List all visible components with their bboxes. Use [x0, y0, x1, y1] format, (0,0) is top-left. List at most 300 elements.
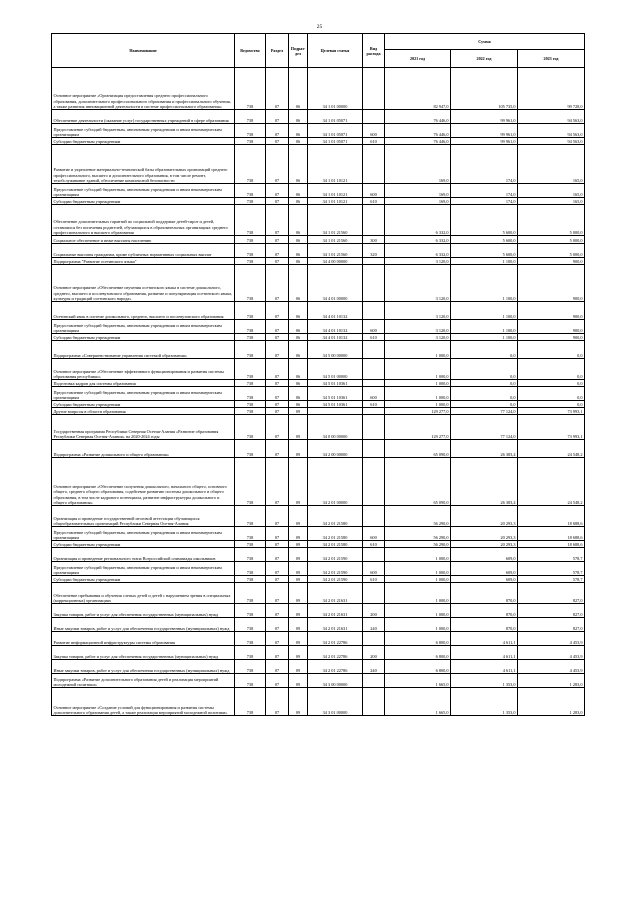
row-name-cell: Осетинский язык в системе дошкольного, среднего, высшего и послевузовского образования — [52, 302, 235, 320]
row-ministry-cell: 738 — [235, 387, 266, 401]
row-amount-2023-cell: 18 688,6 — [518, 527, 585, 541]
row-amount-2023-cell: 827,0 — [518, 604, 585, 618]
row-expense-type-cell: 610 — [363, 138, 385, 145]
row-amount-2023-cell: 165,0 — [518, 184, 585, 198]
row-ministry-cell: 738 — [235, 244, 266, 258]
row-amount-2023-cell: 18 688,6 — [518, 541, 585, 548]
row-subsection-cell: 06 — [289, 341, 308, 359]
row-amount-2022-cell: 1 353,0 — [451, 688, 518, 716]
row-amount-2023-cell: 18 688,6 — [518, 506, 585, 527]
row-name-cell: Субсидии бюджетным учреждениям — [52, 334, 235, 341]
table-row — [52, 145, 585, 184]
table-row — [52, 401, 585, 408]
row-name-cell: Обеспечение пребывания и обучения слепых детей и детей с нарушением зрения в специальных (коррекционных) организациях — [52, 583, 235, 604]
table-row — [52, 341, 585, 359]
row-target-article-cell: 34 2 01 22786 — [308, 646, 363, 660]
row-subsection-cell: 06 — [289, 184, 308, 198]
row-amount-2021-cell: 1 000,0 — [385, 576, 451, 583]
row-expense-type-cell: 240 — [363, 618, 385, 632]
row-ministry-cell: 738 — [235, 583, 266, 604]
row-section-cell: 07 — [266, 145, 289, 184]
row-amount-2022-cell: 870,0 — [451, 604, 518, 618]
row-amount-2021-cell: 169,0 — [385, 184, 451, 198]
row-section-cell: 07 — [266, 408, 289, 415]
row-target-article-cell: 34 1 01 00000 — [308, 68, 363, 110]
table-row — [52, 646, 585, 660]
row-name-cell: Организация и проведение регионального этапа Всероссийской олимпиады школьников — [52, 548, 235, 562]
table-row — [52, 660, 585, 674]
row-amount-2021-cell: 3 120,0 — [385, 334, 451, 341]
row-amount-2022-cell: 77 124,0 — [451, 408, 518, 415]
table-row — [52, 440, 585, 458]
row-amount-2023-cell: 0,0 — [518, 359, 585, 380]
row-amount-2021-cell: 65 090,0 — [385, 440, 451, 458]
row-ministry-cell: 738 — [235, 124, 266, 138]
row-ministry-cell: 738 — [235, 341, 266, 359]
budget-table — [51, 33, 585, 716]
row-amount-2021-cell: 1 000,0 — [385, 359, 451, 380]
row-name-cell: Подпрограмма «Развитие дополнительного образования детей и реализация мероприятий молодежной политики» — [52, 674, 235, 688]
row-amount-2021-cell: 3 120,0 — [385, 320, 451, 334]
row-amount-2023-cell: 165,0 — [518, 198, 585, 205]
table-row — [52, 334, 585, 341]
row-name-cell: Предоставление субсидий бюджетным, автономным учреждениям и иным некоммерческим организациям — [52, 184, 235, 198]
row-target-article-cell: 34 1 01 21560 — [308, 244, 363, 258]
table-row — [52, 408, 585, 415]
row-subsection-cell: 09 — [289, 408, 308, 415]
row-amount-2022-cell: 26 383,4 — [451, 458, 518, 506]
row-amount-2021-cell: 1 000,0 — [385, 548, 451, 562]
row-amount-2022-cell: 5 600,0 — [451, 236, 518, 244]
row-subsection-cell: 09 — [289, 458, 308, 506]
row-expense-type-cell: 610 — [363, 541, 385, 548]
row-target-article-cell: 34 5 01 00000 — [308, 359, 363, 380]
row-subsection-cell: 09 — [289, 688, 308, 716]
row-amount-2023-cell: 5 000,0 — [518, 244, 585, 258]
row-subsection-cell: 06 — [289, 380, 308, 387]
row-amount-2021-cell: 6 332,0 — [385, 244, 451, 258]
row-subsection-cell: 09 — [289, 618, 308, 632]
row-ministry-cell: 738 — [235, 334, 266, 341]
row-amount-2023-cell: 827,0 — [518, 618, 585, 632]
row-name-cell: Развитие и укрепление материально-технической базы образовательных организаций среднего профессионального, высшего и дополнительного образования, в том числе ремонт, техобслуживание зданий, обеспечение комплексной безопасности — [52, 145, 235, 184]
row-target-article-cell: 34 2 01 21631 — [308, 618, 363, 632]
table-row — [52, 541, 585, 548]
row-target-article-cell: 34 1 01 21560 — [308, 236, 363, 244]
row-subsection-cell: 06 — [289, 320, 308, 334]
row-amount-2022-cell: 174,0 — [451, 184, 518, 198]
row-subsection-cell: 09 — [289, 415, 308, 440]
row-section-cell: 07 — [266, 604, 289, 618]
row-ministry-cell: 738 — [235, 541, 266, 548]
row-section-cell: 07 — [266, 674, 289, 688]
header-section: Раздел — [266, 34, 289, 68]
row-amount-2021-cell: 76 446,0 — [385, 110, 451, 124]
row-ministry-cell: 738 — [235, 660, 266, 674]
table-row — [52, 124, 585, 138]
row-target-article-cell: 34 3 01 00000 — [308, 688, 363, 716]
row-amount-2021-cell: 6 332,0 — [385, 205, 451, 236]
row-amount-2021-cell: 76 446,0 — [385, 138, 451, 145]
row-amount-2023-cell: 900,0 — [518, 265, 585, 302]
row-ministry-cell: 738 — [235, 359, 266, 380]
row-ministry-cell: 738 — [235, 548, 266, 562]
row-ministry-cell: 738 — [235, 506, 266, 527]
row-section-cell: 07 — [266, 359, 289, 380]
row-amount-2022-cell: 99 961,0 — [451, 124, 518, 138]
row-expense-type-cell — [363, 341, 385, 359]
row-section-cell: 07 — [266, 688, 289, 716]
row-section-cell: 07 — [266, 302, 289, 320]
row-ministry-cell: 738 — [235, 576, 266, 583]
row-section-cell: 07 — [266, 632, 289, 646]
row-amount-2022-cell: 1 100,0 — [451, 320, 518, 334]
row-amount-2022-cell: 26 383,4 — [451, 440, 518, 458]
table-row — [52, 527, 585, 541]
row-ministry-cell: 738 — [235, 265, 266, 302]
row-amount-2022-cell: 1 100,0 — [451, 302, 518, 320]
row-section-cell: 07 — [266, 548, 289, 562]
table-row — [52, 618, 585, 632]
row-amount-2023-cell: 5 000,0 — [518, 236, 585, 244]
row-amount-2023-cell: 0,0 — [518, 401, 585, 408]
row-expense-type-cell — [363, 674, 385, 688]
row-amount-2022-cell: 4 611,1 — [451, 646, 518, 660]
row-subsection-cell: 09 — [289, 632, 308, 646]
row-amount-2022-cell: 0,0 — [451, 380, 518, 387]
table-row — [52, 458, 585, 506]
row-subsection-cell: 06 — [289, 359, 308, 380]
table-row — [52, 604, 585, 618]
row-section-cell: 07 — [266, 583, 289, 604]
row-amount-2021-cell: 1 000,0 — [385, 562, 451, 576]
row-amount-2023-cell: 4 453,9 — [518, 660, 585, 674]
row-expense-type-cell: 600 — [363, 184, 385, 198]
row-name-cell: Иные закупки товаров, работ и услуг для обеспечения государственных (муниципальных) нужд — [52, 660, 235, 674]
row-target-article-cell: 34 2 01 21590 — [308, 562, 363, 576]
row-ministry-cell: 738 — [235, 198, 266, 205]
row-name-cell: Подпрограмма «Совершенствование управления системой образования» — [52, 341, 235, 359]
header-subsection: Подраз-дел — [289, 34, 308, 68]
table-row — [52, 506, 585, 527]
header-name: Наименование — [52, 34, 235, 68]
row-subsection-cell: 09 — [289, 506, 308, 527]
row-subsection-cell: 09 — [289, 646, 308, 660]
table-row — [52, 138, 585, 145]
row-amount-2022-cell: 20 293,3 — [451, 541, 518, 548]
row-amount-2022-cell: 0,0 — [451, 401, 518, 408]
row-target-article-cell: 34 4 01 00000 — [308, 265, 363, 302]
table-row — [52, 583, 585, 604]
row-expense-type-cell — [363, 506, 385, 527]
row-target-article-cell: 34 3 00 00000 — [308, 674, 363, 688]
row-amount-2021-cell: 65 090,0 — [385, 458, 451, 506]
row-ministry-cell: 738 — [235, 138, 266, 145]
row-name-cell: Закупка товаров, работ и услуг для обеспечения государственных (муниципальных) нужд — [52, 604, 235, 618]
row-name-cell: Социальное обеспечение и иные выплаты населению — [52, 236, 235, 244]
row-expense-type-cell: 600 — [363, 562, 385, 576]
row-amount-2023-cell: 578,7 — [518, 576, 585, 583]
row-name-cell: Государственная программа Республики Северная Осетия-Алания «Развитие образования Республики Северная Осетия-Алания» на 2020-2024 годы — [52, 415, 235, 440]
row-subsection-cell: 06 — [289, 258, 308, 265]
row-subsection-cell: 09 — [289, 548, 308, 562]
row-amount-2023-cell: 73 993,1 — [518, 408, 585, 415]
row-name-cell: Иные закупки товаров, работ и услуг для обеспечения государственных (муниципальных) нужд — [52, 618, 235, 632]
row-amount-2021-cell: 82 947,0 — [385, 68, 451, 110]
row-expense-type-cell — [363, 265, 385, 302]
table-row — [52, 632, 585, 646]
row-expense-type-cell: 600 — [363, 124, 385, 138]
row-subsection-cell: 09 — [289, 527, 308, 541]
row-name-cell: Предоставление субсидий бюджетным, автономным учреждениям и иным некоммерческим организациям — [52, 527, 235, 541]
row-ministry-cell: 738 — [235, 527, 266, 541]
row-section-cell: 07 — [266, 68, 289, 110]
row-name-cell: Субсидии бюджетным учреждениям — [52, 138, 235, 145]
row-expense-type-cell — [363, 110, 385, 124]
row-name-cell: Другие вопросы в области образования — [52, 408, 235, 415]
row-section-cell: 07 — [266, 110, 289, 124]
row-target-article-cell: 34 4 00 00000 — [308, 258, 363, 265]
row-amount-2021-cell: 1 665,0 — [385, 674, 451, 688]
row-target-article-cell: 34 5 01 10361 — [308, 401, 363, 408]
row-expense-type-cell: 300 — [363, 236, 385, 244]
row-name-cell: Основное мероприятие «Организация предоставления среднего профессионального образования, дополнительного профессионального образования и профессионального обучения, а также развития инновационной деятельности в системе профессионального образования» — [52, 68, 235, 110]
table-row — [52, 674, 585, 688]
row-subsection-cell: 09 — [289, 674, 308, 688]
row-amount-2023-cell: 5 000,0 — [518, 205, 585, 236]
row-subsection-cell: 09 — [289, 576, 308, 583]
row-target-article-cell: 34 2 01 21590 — [308, 576, 363, 583]
row-target-article-cell: 34 2 01 21590 — [308, 548, 363, 562]
row-ministry-cell: 738 — [235, 110, 266, 124]
row-target-article-cell: 34 1 01 10121 — [308, 145, 363, 184]
row-amount-2021-cell: 1 665,0 — [385, 688, 451, 716]
row-amount-2022-cell: 609,0 — [451, 562, 518, 576]
row-ministry-cell: 738 — [235, 458, 266, 506]
row-section-cell: 07 — [266, 184, 289, 198]
row-amount-2021-cell: 1 000,0 — [385, 618, 451, 632]
row-amount-2022-cell: 99 961,0 — [451, 138, 518, 145]
row-subsection-cell: 09 — [289, 604, 308, 618]
table-row — [52, 258, 585, 265]
row-expense-type-cell — [363, 380, 385, 387]
row-amount-2022-cell: 4 611,1 — [451, 632, 518, 646]
row-ministry-cell: 738 — [235, 184, 266, 198]
row-amount-2023-cell: 4 453,9 — [518, 632, 585, 646]
row-expense-type-cell: 610 — [363, 334, 385, 341]
header-year-2021: 2021 год — [385, 50, 451, 68]
row-ministry-cell: 738 — [235, 562, 266, 576]
row-expense-type-cell — [363, 359, 385, 380]
row-amount-2022-cell: 1 100,0 — [451, 334, 518, 341]
header-expense-type: Вид расхода — [363, 34, 385, 68]
table-row — [52, 68, 585, 110]
row-amount-2022-cell: 5 600,0 — [451, 244, 518, 258]
row-name-cell: Основное мероприятие «Обеспечение изучения осетинского языка в системе дошкольного, среднего, высшего и послевузовского образования, развитие и популяризация осетинского языка, культуры и традиций осетинского народа» — [52, 265, 235, 302]
row-ministry-cell: 738 — [235, 258, 266, 265]
row-ministry-cell: 738 — [235, 68, 266, 110]
row-section-cell: 07 — [266, 265, 289, 302]
row-amount-2022-cell: 1 100,0 — [451, 265, 518, 302]
row-section-cell: 07 — [266, 138, 289, 145]
row-amount-2023-cell: 578,7 — [518, 562, 585, 576]
row-section-cell: 07 — [266, 334, 289, 341]
row-amount-2023-cell: 578,7 — [518, 548, 585, 562]
row-section-cell: 07 — [266, 618, 289, 632]
row-ministry-cell: 738 — [235, 674, 266, 688]
row-expense-type-cell: 600 — [363, 387, 385, 401]
row-expense-type-cell: 200 — [363, 646, 385, 660]
row-target-article-cell: 34 1 01 10121 — [308, 198, 363, 205]
row-amount-2021-cell: 6 332,0 — [385, 236, 451, 244]
row-name-cell: Обеспечение дополнительных гарантий по социальной поддержке детей-сирот и детей, оставшихся без попечения родителей, обучающихся в образовательных организациях среднего профессионального и высшего образования — [52, 205, 235, 236]
row-expense-type-cell: 610 — [363, 576, 385, 583]
row-amount-2023-cell: 165,0 — [518, 145, 585, 184]
row-target-article-cell: 34 5 01 10361 — [308, 387, 363, 401]
row-name-cell: Подготовка кадров для системы образования — [52, 380, 235, 387]
row-ministry-cell: 738 — [235, 320, 266, 334]
row-target-article-cell: 34 1 01 21560 — [308, 205, 363, 236]
row-target-article-cell: 34 4 01 10132 — [308, 334, 363, 341]
row-section-cell: 07 — [266, 506, 289, 527]
row-amount-2021-cell: 1 000,0 — [385, 341, 451, 359]
page-number: 25 — [316, 24, 323, 30]
row-subsection-cell: 06 — [289, 110, 308, 124]
row-amount-2023-cell: 900,0 — [518, 258, 585, 265]
row-subsection-cell: 06 — [289, 68, 308, 110]
row-amount-2023-cell: 900,0 — [518, 320, 585, 334]
table-row — [52, 302, 585, 320]
row-amount-2021-cell: 129 277,0 — [385, 408, 451, 415]
row-target-article-cell: 34 5 01 10361 — [308, 380, 363, 387]
row-amount-2022-cell: 20 293,3 — [451, 527, 518, 541]
row-amount-2021-cell: 1 000,0 — [385, 387, 451, 401]
table-row — [52, 244, 585, 258]
row-expense-type-cell — [363, 548, 385, 562]
row-amount-2022-cell: 1 100,0 — [451, 258, 518, 265]
row-amount-2023-cell: 94 563,0 — [518, 110, 585, 124]
row-section-cell: 07 — [266, 205, 289, 236]
row-name-cell: Предоставление субсидий бюджетным, автономным учреждениям и иным некоммерческим организациям — [52, 124, 235, 138]
row-target-article-cell: 34 2 01 21631 — [308, 604, 363, 618]
row-expense-type-cell — [363, 688, 385, 716]
row-subsection-cell: 09 — [289, 660, 308, 674]
row-section-cell: 07 — [266, 541, 289, 548]
row-amount-2021-cell: 56 290,0 — [385, 506, 451, 527]
row-target-article-cell — [308, 408, 363, 415]
table-row — [52, 548, 585, 562]
row-expense-type-cell: 610 — [363, 198, 385, 205]
row-target-article-cell: 34 4 01 10132 — [308, 302, 363, 320]
row-target-article-cell: 34 1 01 10121 — [308, 184, 363, 198]
row-amount-2021-cell: 1 000,0 — [385, 604, 451, 618]
row-target-article-cell: 34 0 00 00000 — [308, 415, 363, 440]
row-ministry-cell: 738 — [235, 401, 266, 408]
row-expense-type-cell: 200 — [363, 604, 385, 618]
row-target-article-cell: 34 2 01 22786 — [308, 632, 363, 646]
row-expense-type-cell — [363, 440, 385, 458]
row-section-cell: 07 — [266, 124, 289, 138]
row-expense-type-cell — [363, 258, 385, 265]
row-expense-type-cell — [363, 302, 385, 320]
row-subsection-cell: 06 — [289, 124, 308, 138]
row-target-article-cell: 34 1 01 05071 — [308, 124, 363, 138]
row-expense-type-cell — [363, 583, 385, 604]
row-amount-2023-cell: 1 283,0 — [518, 688, 585, 716]
row-section-cell: 07 — [266, 660, 289, 674]
row-ministry-cell: 738 — [235, 380, 266, 387]
table-header — [52, 34, 585, 68]
row-subsection-cell: 06 — [289, 205, 308, 236]
row-amount-2023-cell: 0,0 — [518, 387, 585, 401]
row-subsection-cell: 06 — [289, 198, 308, 205]
row-ministry-cell: 738 — [235, 236, 266, 244]
header-year-2023: 2023 год — [518, 50, 585, 68]
table-row — [52, 110, 585, 124]
row-amount-2022-cell: 0,0 — [451, 359, 518, 380]
row-amount-2022-cell: 0,0 — [451, 341, 518, 359]
row-ministry-cell: 738 — [235, 408, 266, 415]
table-row — [52, 562, 585, 576]
header-sum: Сумма — [385, 34, 585, 50]
row-amount-2022-cell: 174,0 — [451, 198, 518, 205]
row-amount-2023-cell: 827,0 — [518, 583, 585, 604]
row-amount-2023-cell: 94 563,0 — [518, 124, 585, 138]
row-name-cell: Субсидии бюджетным учреждениям — [52, 401, 235, 408]
row-ministry-cell: 738 — [235, 205, 266, 236]
row-expense-type-cell — [363, 458, 385, 506]
row-name-cell: Организация и проведение государственной итоговой аттестации обучающихся общеобразовательных организаций Республики Северная Осетия-Алания — [52, 506, 235, 527]
table-row — [52, 380, 585, 387]
row-amount-2021-cell: 56 290,0 — [385, 527, 451, 541]
row-section-cell: 07 — [266, 236, 289, 244]
table-row — [52, 205, 585, 236]
row-amount-2021-cell: 169,0 — [385, 145, 451, 184]
row-expense-type-cell: 600 — [363, 320, 385, 334]
table-row — [52, 359, 585, 380]
row-target-article-cell: 34 2 01 22786 — [308, 660, 363, 674]
row-expense-type-cell — [363, 415, 385, 440]
row-name-cell: Закупка товаров, работ и услуг для обеспечения государственных (муниципальных) нужд — [52, 646, 235, 660]
row-expense-type-cell: 610 — [363, 401, 385, 408]
row-target-article-cell: 34 2 01 21580 — [308, 506, 363, 527]
table-body — [52, 68, 585, 716]
row-amount-2022-cell: 870,0 — [451, 618, 518, 632]
row-amount-2022-cell: 20 293,3 — [451, 506, 518, 527]
row-section-cell: 07 — [266, 458, 289, 506]
row-amount-2022-cell: 870,0 — [451, 583, 518, 604]
row-section-cell: 07 — [266, 258, 289, 265]
row-section-cell: 07 — [266, 401, 289, 408]
row-amount-2021-cell: 6 800,0 — [385, 660, 451, 674]
row-name-cell: Развитие информационной инфраструктуры системы образования — [52, 632, 235, 646]
row-expense-type-cell: 240 — [363, 660, 385, 674]
row-expense-type-cell — [363, 408, 385, 415]
row-subsection-cell: 09 — [289, 440, 308, 458]
row-expense-type-cell: 600 — [363, 527, 385, 541]
row-section-cell: 07 — [266, 387, 289, 401]
row-amount-2023-cell: 73 993,1 — [518, 415, 585, 440]
row-amount-2022-cell: 609,0 — [451, 576, 518, 583]
row-subsection-cell: 09 — [289, 541, 308, 548]
row-amount-2023-cell: 4 453,9 — [518, 646, 585, 660]
header-year-2022: 2022 год — [451, 50, 518, 68]
row-amount-2023-cell: 0,0 — [518, 380, 585, 387]
row-section-cell: 07 — [266, 415, 289, 440]
row-subsection-cell: 06 — [289, 265, 308, 302]
row-target-article-cell: 34 1 01 05071 — [308, 110, 363, 124]
row-section-cell: 07 — [266, 380, 289, 387]
